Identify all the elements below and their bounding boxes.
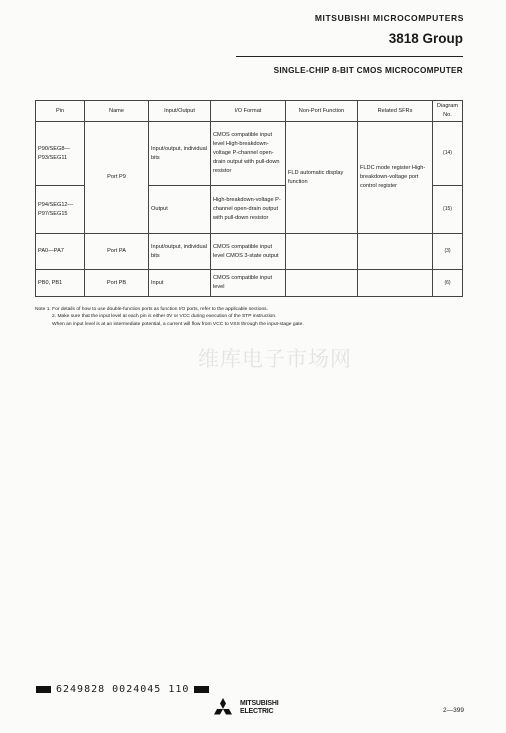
col-header-non-port-function: Non-Port Function (286, 101, 358, 122)
note-1: Note 1. For details of how to use double-function ports as function I/O ports, refer to the applicable sections. (35, 307, 268, 312)
table-row (36, 270, 463, 297)
related-sfrs-cell: FLDC mode register High-breakdown-voltage port control register (358, 122, 433, 234)
table-row (36, 122, 463, 186)
input-output-cell: Input/output, individual bits (149, 234, 211, 270)
diagram-no-cell: (14) (433, 122, 463, 186)
io-format-cell: CMOS compatible input level High-breakdown-voltage P-channel open-drain output with pull-down resistor (211, 122, 286, 186)
print-code-block-left (36, 686, 51, 693)
col-header-input-output: Input/Output (149, 101, 211, 122)
non-port-function-cell: FLD automatic display function (286, 122, 358, 234)
note-2-continued: When an input level is at an intermediate potential, a current will flow from VCC to VSS through the input-stage gate. (52, 321, 304, 327)
related-sfrs-cell (358, 234, 433, 270)
document-subtitle: SINGLE-CHIP 8-BIT CMOS MICROCOMPUTER (273, 66, 463, 75)
col-header-diagram-no: Diagram No. (433, 101, 463, 122)
company-header: MITSUBISHI MICROCOMPUTERS (314, 13, 464, 23)
logo-text-electric: ELECTRIC (240, 708, 274, 715)
pin-cell: P90/SEG8—P93/SEG11 (36, 122, 85, 186)
io-format-cell: CMOS compatible input level (211, 270, 286, 297)
io-format-cell: CMOS compatible input level CMOS 3-state output (211, 234, 286, 270)
print-code-block-right (194, 686, 209, 693)
input-output-cell: Input/output, individual bits (149, 122, 211, 186)
non-port-function-cell (286, 270, 358, 297)
pin-cell: PB0, PB1 (36, 270, 85, 297)
col-header-io-format: I/O Format (211, 101, 286, 122)
related-sfrs-cell (358, 270, 433, 297)
print-code (36, 682, 209, 696)
print-code-number: 6249828 0024045 110 (56, 683, 190, 695)
non-port-function-cell (286, 234, 358, 270)
diagram-no-cell: (3) (433, 234, 463, 270)
port-name-cell: Port PA (85, 234, 149, 270)
three-diamonds-icon (210, 698, 236, 720)
input-output-cell: Input (149, 270, 211, 297)
io-format-cell: High-breakdown-voltage P-channel open-drain output with pull-down resistor (211, 186, 286, 234)
page-number: 2—399 (443, 707, 464, 714)
table-notes (35, 306, 465, 328)
diagram-no-cell: (6) (433, 270, 463, 297)
header-rule (236, 56, 463, 57)
pin-function-table (35, 100, 463, 297)
input-output-cell: Output (149, 186, 211, 234)
col-header-related-sfrs: Related SFRs (358, 101, 433, 122)
port-name-cell: Port PB (85, 270, 149, 297)
mitsubishi-logo (210, 696, 284, 722)
diagram-no-cell: (15) (433, 186, 463, 234)
logo-text-mitsubishi: MITSUBISHI (240, 700, 279, 707)
group-title: 3818 Group (388, 31, 463, 46)
col-header-pin: Pin (36, 101, 85, 122)
table-row (36, 234, 463, 270)
col-header-name: Name (85, 101, 149, 122)
table-header-row (36, 101, 463, 122)
note-2: 2. Make sure that the input level at each pin is either 0V or VCC during execution of the STP instruction. (52, 314, 277, 320)
pin-cell: PA0—PA7 (36, 234, 85, 270)
port-name-cell: Port P9 (85, 122, 149, 234)
watermark: 维库电子市场网 (198, 347, 352, 371)
pin-cell: P94/SEG12—P97/SEG15 (36, 186, 85, 234)
